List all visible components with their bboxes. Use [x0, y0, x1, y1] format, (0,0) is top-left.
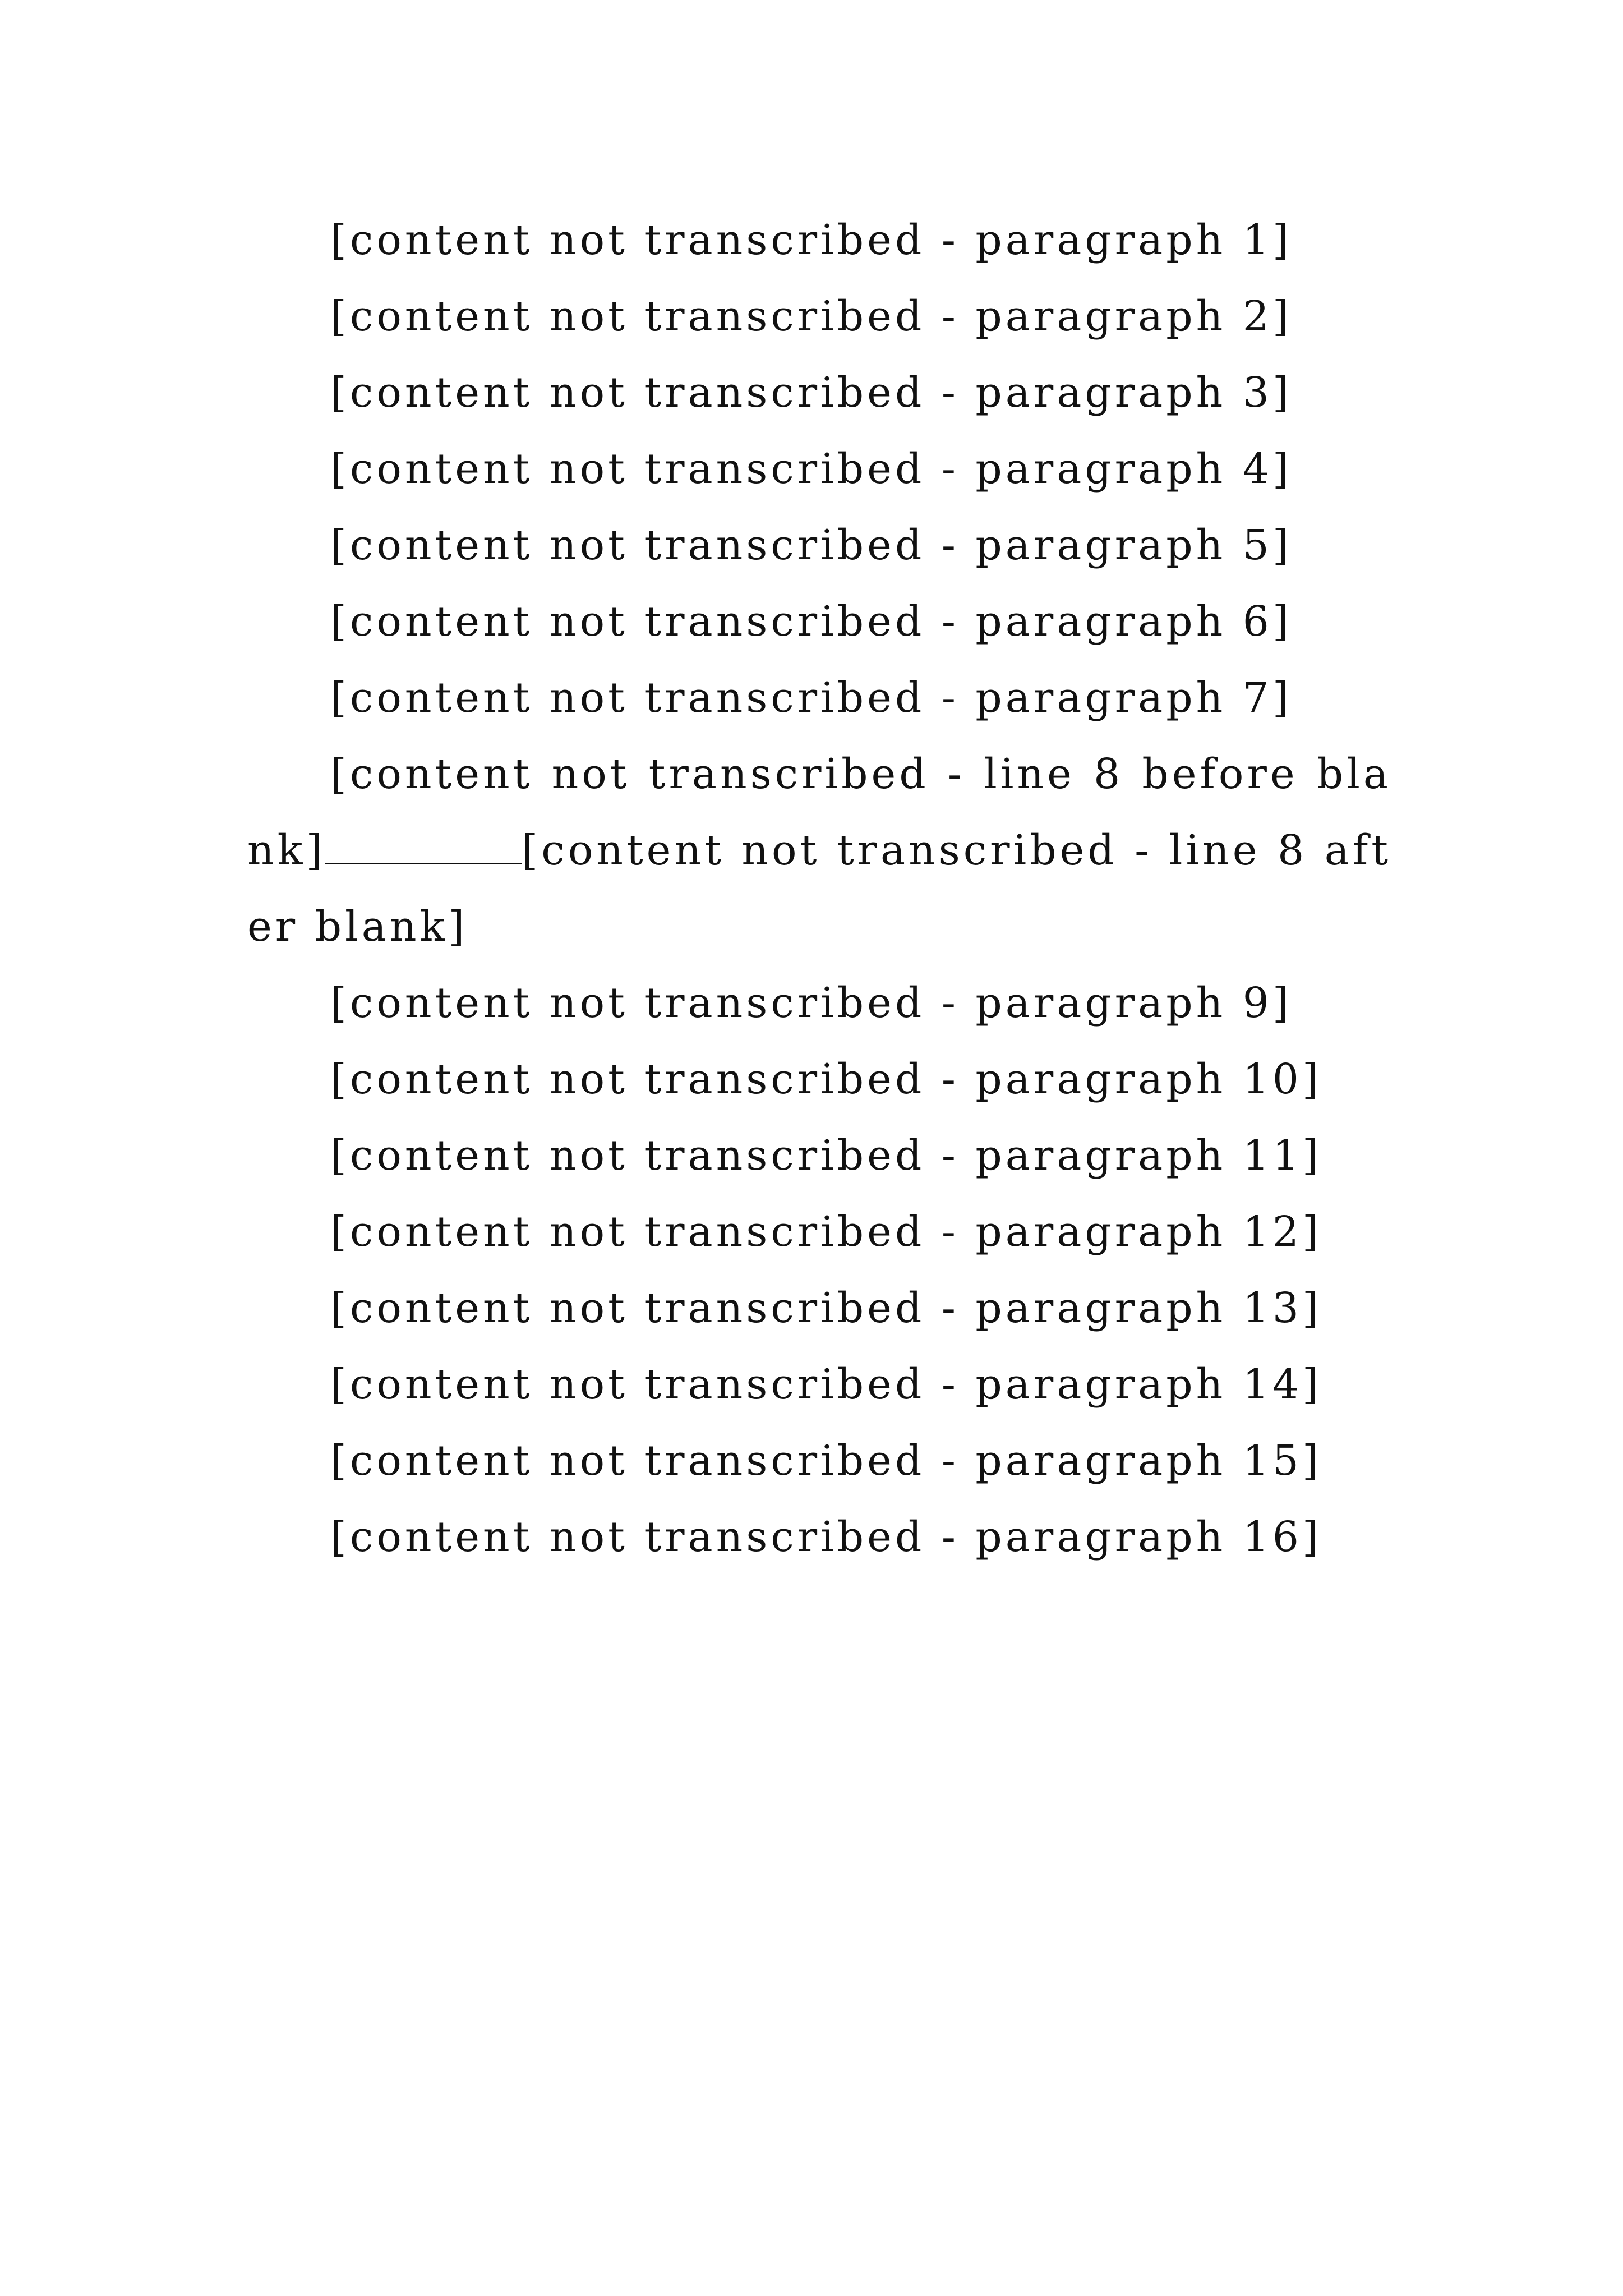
- paragraph-item-10: [content not transcribed - paragraph 10]: [330, 1055, 1322, 1103]
- paragraph-item-3: [content not transcribed - paragraph 3]: [330, 369, 1292, 417]
- paragraph-item-4: [content not transcribed - paragraph 4]: [330, 445, 1292, 493]
- paragraph-item-9: [content not transcribed - paragraph 9]: [330, 979, 1292, 1027]
- document-body: [247, 202, 1391, 1575]
- paragraph-item-6: [content not transcribed - paragraph 6]: [330, 597, 1292, 646]
- paragraph-item-11: [content not transcribed - paragraph 12]: [330, 1208, 1322, 1256]
- paragraph-marker: [content not transcribed - paragraph 11]: [330, 1131, 1322, 1180]
- paragraph-marker: [content not transcribed - paragraph 15]: [330, 1437, 1322, 1485]
- fill-in-blank: [325, 826, 522, 864]
- paragraph-item-8: [247, 736, 1391, 965]
- item8-text-after: [content not transcribed - line 8 after blank]: [247, 826, 1391, 951]
- paragraph-item-1: [content not transcribed - paragraph 1]: [330, 216, 1292, 264]
- paragraph-item-5: [content not transcribed - paragraph 5]: [330, 521, 1292, 569]
- paragraph-marker: [content not transcribed - paragraph 13]: [330, 1284, 1322, 1332]
- paragraph-item-13: [content not transcribed - paragraph 16]: [330, 1513, 1322, 1561]
- paragraph-item-12: [content not transcribed - paragraph 14]: [330, 1360, 1322, 1409]
- paragraph-item-2: [content not transcribed - paragraph 2]: [330, 292, 1292, 341]
- item8-text-before: [content not transcribed - line 8 before blank]: [247, 750, 1391, 875]
- paragraph-item-7: [content not transcribed - paragraph 7]: [330, 674, 1292, 722]
